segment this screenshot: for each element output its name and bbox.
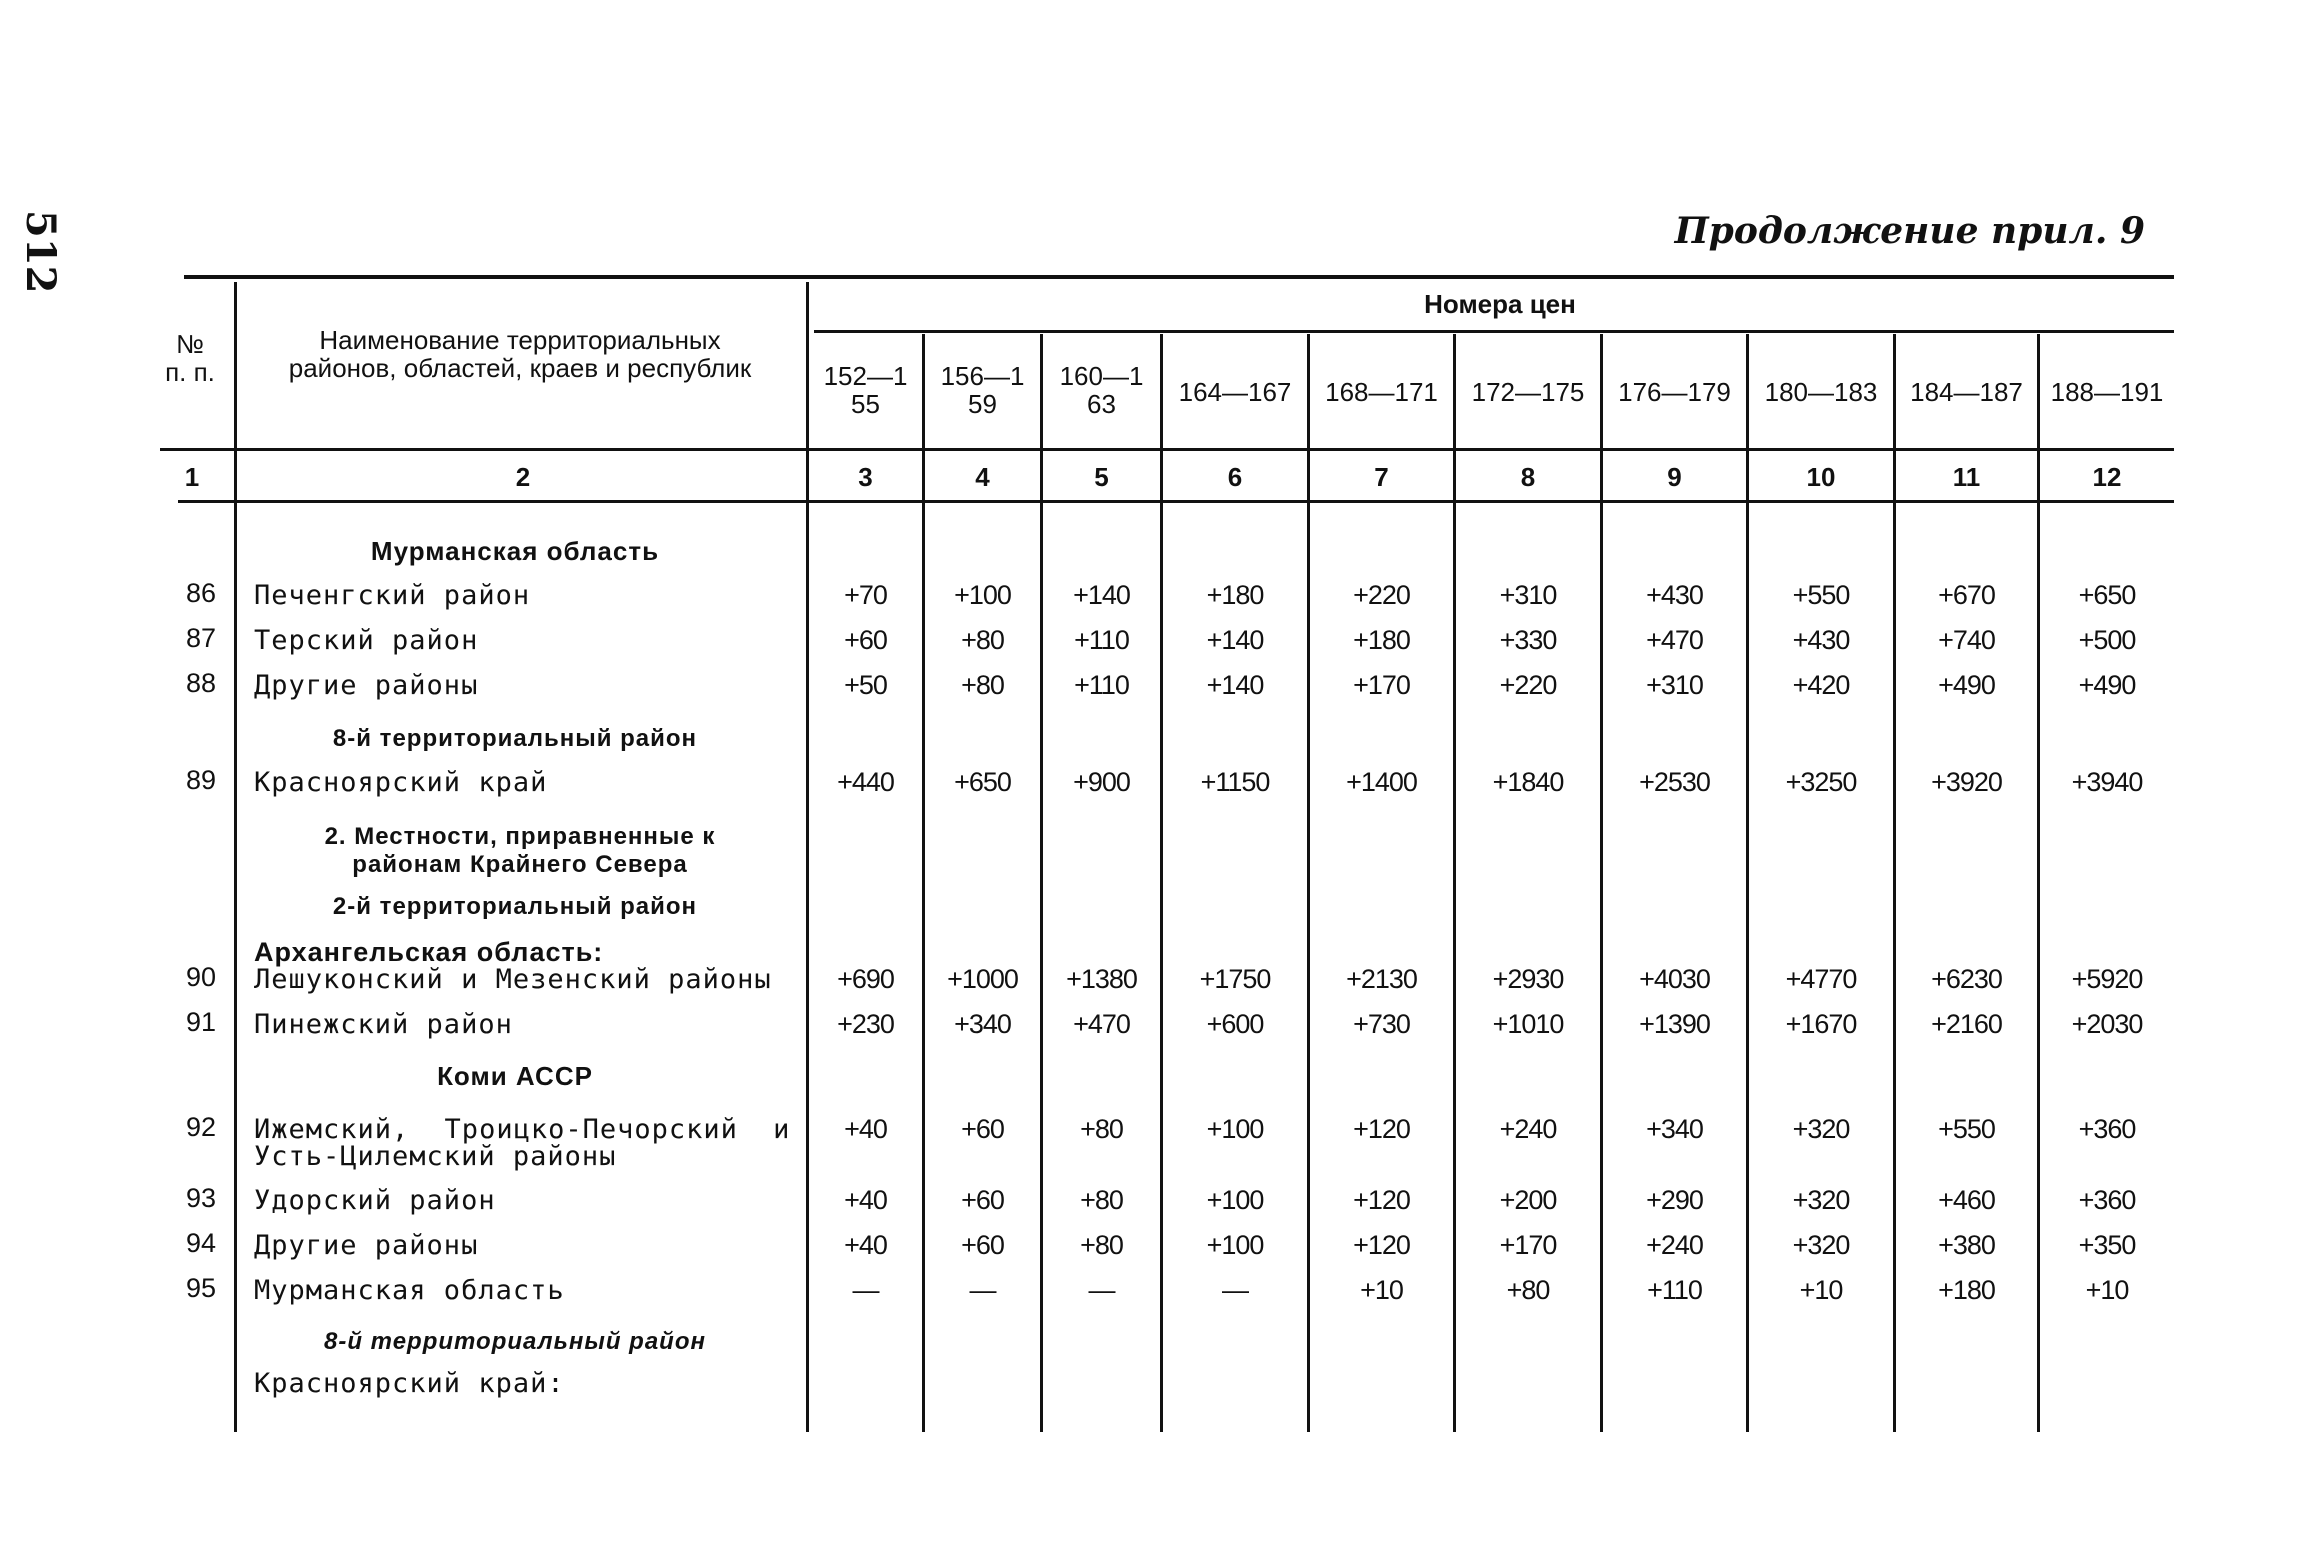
cell-value: +40 [844,1230,887,1260]
cell-value: +50 [844,670,887,700]
row-number: 94 [185,1228,216,1258]
header-range: 156—159 [940,361,1025,419]
col-rule-8 [1600,334,1603,1432]
row-number: 86 [185,578,216,608]
cell-value: +220 [1353,580,1410,610]
cell-value: +60 [961,1230,1004,1260]
header-index: 9 [1667,462,1682,492]
header-index: 2 [515,462,531,492]
cell-value: +1010 [1492,1009,1564,1039]
cell-value: +40 [844,1185,887,1215]
row-number: 93 [185,1183,216,1213]
section-heading: 8-й территориальный район [324,1328,706,1355]
cell-value: +470 [1646,625,1703,655]
table-top-rule [184,275,2174,279]
header-index: 10 [1806,462,1836,492]
cell-value: +330 [1499,625,1557,655]
cell-value: +180 [1353,625,1410,655]
cell-value: +80 [1080,1185,1123,1215]
row-name: Мурманская область [254,1275,565,1306]
cell-value: +1380 [1066,964,1137,994]
cell-value: +80 [1080,1114,1123,1144]
row-name: Красноярский край: [254,1368,565,1399]
header-range: 160—163 [1059,361,1144,419]
cell-value: +1000 [947,964,1018,994]
section-heading: Мурманская область [370,536,660,566]
cell-value: +2160 [1931,1009,2002,1039]
row-name: Красноярский край [254,767,548,798]
row-name: Другие районы [254,670,479,701]
section-heading: 2. Местности, приравненные к районам Крайнего Севера [324,823,716,878]
cell-value: +170 [1353,670,1410,700]
header-index: 11 [1952,462,1981,492]
cell-value: +3920 [1931,767,2002,797]
col-rule-4 [1040,334,1043,1432]
header-range: 176—179 [1618,377,1731,407]
cell-value: +4030 [1639,964,1710,994]
cell-value: +340 [954,1009,1011,1039]
cell-value: +110 [1074,625,1129,655]
row-number: 92 [185,1112,216,1142]
col-rule-5 [1160,334,1163,1432]
row-number: 90 [185,962,216,992]
col-rule-9 [1746,334,1749,1432]
cell-value: +320 [1792,1114,1850,1144]
cell-value: +3940 [2071,767,2143,797]
cell-value: — [969,1275,996,1305]
cell-value: +470 [1073,1009,1130,1039]
cell-value: +490 [1938,670,1995,700]
cell-value: +1750 [1199,964,1271,994]
header-range: 172—175 [1471,377,1585,407]
group-header-rule [814,330,2174,333]
cell-value: +120 [1353,1114,1410,1144]
cell-value: +490 [2078,670,2136,700]
cell-value: +60 [961,1185,1004,1215]
header-range: 152—155 [823,361,908,419]
col-rule-11 [2037,334,2040,1432]
cell-value: +1390 [1639,1009,1710,1039]
cell-value: +2530 [1639,767,1710,797]
cell-value: +900 [1073,767,1130,797]
header-col-name: Наименование территориальных районов, областей, краев и республик [288,325,752,383]
cell-value: +100 [1206,1114,1264,1144]
cell-value: +430 [1646,580,1703,610]
cell-value: +170 [1499,1230,1557,1260]
header-index: 3 [858,462,873,492]
header-index: 4 [975,462,990,492]
section-heading: 2-й территориальный район [332,893,698,920]
cell-value: +100 [1206,1185,1264,1215]
row-name: Терский район [254,625,479,656]
cell-value: +80 [1506,1275,1550,1305]
cell-value: — [852,1275,879,1305]
cell-value: +120 [1353,1185,1410,1215]
row-number: 87 [185,623,216,653]
cell-value: +690 [837,964,894,994]
cell-value: +240 [1499,1114,1557,1144]
cell-value: +110 [1647,1275,1702,1305]
row-name: Ижемский, Троицко-Печорский и [254,1114,791,1145]
cell-value: +140 [1206,625,1264,655]
cell-value: +110 [1074,670,1129,700]
cell-value: +60 [844,625,887,655]
header-range: 184—187 [1910,377,2023,407]
region-label-arkhangelsk: Архангельская область: [254,937,604,967]
cell-value: +740 [1938,625,1995,655]
cell-value: +650 [2078,580,2136,610]
cell-value: +360 [2078,1185,2136,1215]
col-rule-3 [922,334,925,1432]
cell-value: +120 [1353,1230,1410,1260]
row-name: Пинежский район [254,1009,513,1040]
cell-value: +380 [1938,1230,1995,1260]
cell-value: +320 [1792,1185,1850,1215]
section-heading: 8-й территориальный район [332,725,698,752]
cell-value: +2130 [1346,964,1417,994]
header-index: 6 [1227,462,1243,492]
cell-value: +80 [961,670,1004,700]
cell-value: +230 [837,1009,894,1039]
header-range: 188—191 [2050,377,2164,407]
cell-value: +140 [1073,580,1130,610]
cell-value: +100 [1206,1230,1264,1260]
cell-value: +320 [1792,1230,1850,1260]
col-rule-1 [234,282,237,1432]
cell-value: +10 [1360,1275,1403,1305]
page-number: 512 [17,210,64,294]
cell-value: +290 [1646,1185,1703,1215]
cell-value: +670 [1938,580,1995,610]
cell-value: +350 [2078,1230,2136,1260]
cell-value: +500 [2078,625,2136,655]
cell-value: +100 [954,580,1011,610]
row-number: 88 [185,668,216,698]
header-bottom-rule-1 [160,448,2174,451]
cell-value: +340 [1646,1114,1703,1144]
cell-value: +1400 [1346,767,1417,797]
header-index: 12 [2092,462,2122,492]
cell-value: +1670 [1785,1009,1857,1039]
row-name: Другие районы [254,1230,479,1261]
cell-value: — [1088,1275,1115,1305]
cell-value: +2930 [1492,964,1564,994]
cell-value: +550 [1792,580,1850,610]
cell-value: +180 [1938,1275,1995,1305]
header-index: 7 [1374,462,1389,492]
cell-value: +10 [1799,1275,1843,1305]
cell-value: +240 [1646,1230,1703,1260]
cell-value: +200 [1499,1185,1557,1215]
cell-value: +180 [1206,580,1264,610]
cell-value: +460 [1938,1185,1995,1215]
cell-value: +6230 [1931,964,2002,994]
cell-value: +650 [954,767,1011,797]
cell-value: +440 [837,767,894,797]
cell-value: +550 [1938,1114,1995,1144]
cell-value: +600 [1206,1009,1264,1039]
header-range: 164—167 [1178,377,1292,407]
cell-value: +360 [2078,1114,2136,1144]
cell-value: +4770 [1785,964,1857,994]
col-rule-10 [1893,334,1896,1432]
header-col-num: № п. п. [165,329,215,387]
cell-value: +420 [1792,670,1850,700]
cell-value: — [1222,1275,1248,1305]
row-name: Удорский район [254,1185,496,1216]
row-name: Печенгский район [254,580,531,611]
header-range: 180—183 [1764,377,1878,407]
header-group-title: Номера цен [1424,289,1576,319]
cell-value: +70 [844,580,887,610]
header-index: 8 [1520,462,1536,492]
row-name: Усть-Цилемский районы [254,1141,617,1172]
row-name: Лешуконский и Мезенский районы [254,964,772,995]
index-bottom-rule [178,500,2174,503]
header-index: 1 [184,462,200,492]
cell-value: +80 [961,625,1004,655]
cell-value: +80 [1080,1230,1123,1260]
cell-value: +1840 [1492,767,1564,797]
cell-value: +430 [1792,625,1850,655]
col-rule-6 [1307,334,1310,1432]
cell-value: +5920 [2071,964,2143,994]
cell-value: +220 [1499,670,1557,700]
cell-value: +60 [961,1114,1004,1144]
cell-value: +1150 [1200,767,1270,797]
cell-value: +310 [1499,580,1557,610]
cell-value: +730 [1353,1009,1410,1039]
cell-value: +140 [1206,670,1264,700]
cell-value: +2030 [2071,1009,2143,1039]
col-rule-7 [1453,334,1456,1432]
continuation-title: Продолжение прил. 9 [1674,210,2145,252]
row-number: 95 [185,1273,216,1303]
row-number: 91 [185,1007,216,1037]
header-range: 168—171 [1325,377,1438,407]
header-index: 5 [1094,462,1109,492]
cell-value: +40 [844,1114,887,1144]
section-heading: Коми АССР [437,1061,593,1091]
cell-value: +310 [1646,670,1703,700]
row-number: 89 [185,765,216,795]
cell-value: +10 [2085,1275,2129,1305]
cell-value: +3250 [1785,767,1857,797]
